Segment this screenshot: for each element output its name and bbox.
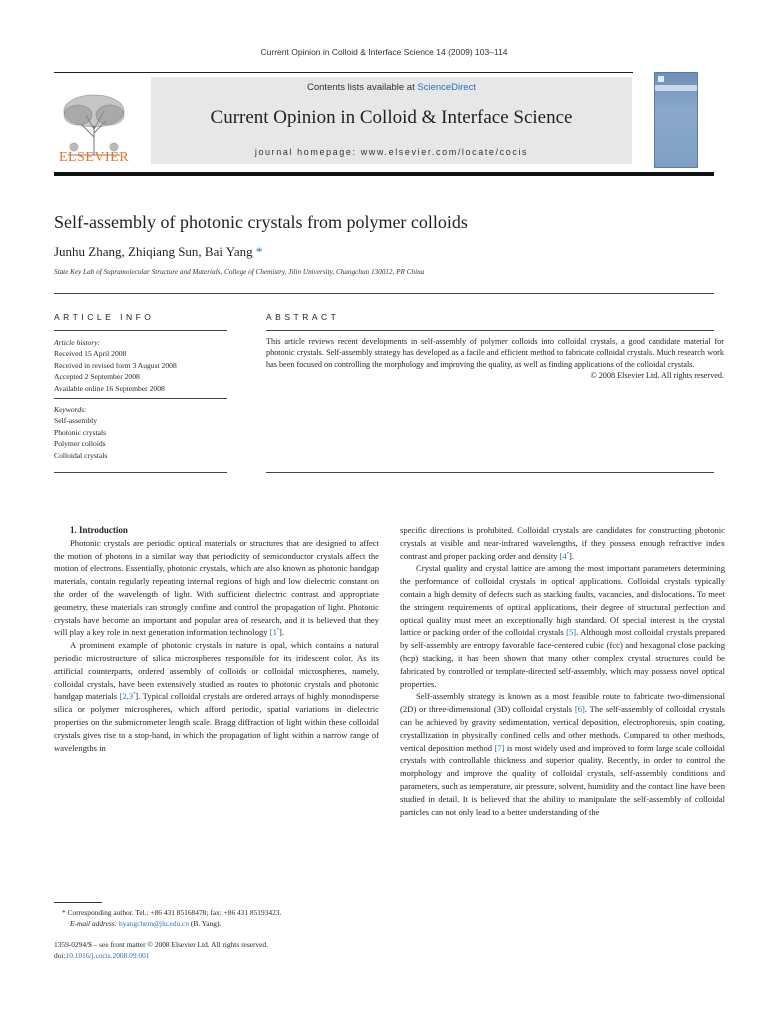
abstract-body	[266, 336, 724, 382]
paragraph: Crystal quality and crystal lattice are among the most important parameters determining the performance of colloidal crystals in optical applications. Colloidal crystals typically contain a high density of defects such as stacking faults, vacancies, and dislocations. To meet the stringent requirements of optical applications, their degree of structural perfection and optical quality must meet an exceptionally high standard. Of special interest is the crystal lattice or packing order of the colloidal crystals [5]. Although most colloidal crystals prepared by self-assembly are entropy favorable face-centered cubic (fcc) and hexagonal close packing (hcp) stacking, it has been shown that many other complex crystal structures could be fabricated by controlled or template-directed self-assembly, which may possess novel optical properties.	[400, 563, 725, 689]
author-list: Junhu Zhang, Zhiqiang Sun, Bai Yang *	[54, 244, 263, 259]
footnote-rule	[54, 902, 102, 903]
homepage-link[interactable]: www.elsevier.com/locate/cocis	[360, 147, 529, 157]
footnote	[54, 907, 384, 929]
journal-cover-thumbnail	[654, 72, 698, 168]
article-title: Self-assembly of photonic crystals from polymer colloids	[54, 212, 468, 232]
keyword-item: Self-assembly	[54, 416, 98, 426]
footnote-email: E-mail address: byangchem@jlu.edu.cn (B. Yang).	[70, 919, 222, 928]
journal-homepage: journal homepage: www.elsevier.com/locate/cocis	[254, 147, 529, 157]
history-item: Available online 16 September 2008	[54, 383, 165, 393]
article-info-rule-mid	[54, 398, 227, 399]
article-info-rule-top	[54, 330, 227, 331]
article-history: Article history: Received 15 April 2008 Received in revised form 3 August 2008 Accepted 2 September 2008 Available online 16 September 2008	[54, 337, 234, 394]
body-column-right	[400, 524, 725, 818]
section-heading: 1. Introduction	[70, 525, 128, 535]
masthead-thick-rule	[54, 172, 714, 176]
cover-emblem-icon	[658, 76, 664, 82]
reference-link[interactable]: [1•	[269, 627, 280, 638]
history-item: Accepted 2 September 2008	[54, 372, 140, 382]
body-column-left	[54, 524, 379, 754]
paragraph: specific directions is prohibited. Colloidal crystals are candidates for constructing photonic crystals at visible and near-infrared wavelengths, if they possess enough refractive index contrast and proper packing order and density [4•].	[400, 525, 725, 561]
paragraph: A prominent example of photonic crystals in nature is opal, which contains a natural periodic microstructure of silica microspheres responsible for its iridescent color. As its artificial counterparts, ordered assembly of colloids or colloidal microspheres, namely, colloidal crystals, have been extensively studied as routes to photonic crystals and photonic bandgap materials [2,3•]. Typical colloidal crystals are ordered arrays of highly monodisperse silica or polymer microspheres, which afford periodic, spatial variations in dielectric properties on the submicrometer length scale. Bragg diffraction of light within these colloidal crystals gives rise to a stop-band, in which the propagation of light within a narrow range of wavelengths in	[54, 640, 379, 753]
history-item: Received in revised form 3 August 2008	[54, 360, 177, 370]
email-link[interactable]: byangchem@jlu.edu.cn	[119, 919, 190, 928]
reference-link[interactable]: [6]	[574, 704, 585, 715]
reference-link[interactable]: [2,3•	[119, 691, 136, 702]
issn-line: 1359-0294/$ – see front matter © 2008 Elsevier Ltd. All rights reserved.	[54, 940, 268, 949]
keyword-item: Photonic crystals	[54, 427, 107, 437]
contents-available: Contents lists available at ScienceDirect	[307, 82, 476, 93]
doi-link[interactable]: 10.1016/j.cocis.2008.09.001	[65, 951, 150, 960]
title-rule	[54, 293, 714, 294]
paragraph: Self-assembly strategy is known as a most feasible route to fabricate two-dimensional (2D) or three-dimensional (3D) colloidal crystals [6]. The self-assembly of colloidal crystals can be achieved by gravity sedimentation, vertical deposition, electrophoresis, spin coating, crystallization in physically confined cells and other methods. Compared to other methods, vertical deposition method [7] is most widely used and improved to form large scale colloidal crystals with controllable thickness and superior quality. Recently, in order to control the morphology and improve the quality of colloidal crystals, self-assembly conditions and parameters, such as temperature, air pressure, solvent, humidity and the contact line have been studied in detail. It is believed that the ability to manipulate the self-assembly of colloidal particles can not only lead to a better understanding of the	[400, 691, 726, 817]
paragraph: Photonic crystals are periodic optical materials or structures that are designed to affect the motion of photons in a similar way that periodicity of semiconductor crystals affect the motion of electrons. Essentially, photonic crystals, which are also known as photonic bandgap materials, contain regularly repeating internal regions of high and low dielectric constant on the order of the wavelength of light. With sufficient dielectric contrast and appropriate geometry, these materials can strongly confine and control the propagation of light. Photonic crystals have become an important and popular area of research, and it is believed that they will play a key role in next generation information technology [1•].	[54, 537, 379, 638]
front-matter-info	[54, 939, 384, 961]
footnote-corresponding: * Corresponding author. Tel.: +86 431 85168478; fax: +86 431 85193423.	[62, 908, 282, 917]
corresponding-author-mark[interactable]: *	[255, 244, 263, 259]
reference-link[interactable]: [5]	[566, 627, 577, 638]
history-item: Received 15 April 2008	[54, 349, 127, 359]
publisher-name: ELSEVIER	[58, 150, 130, 165]
keywords-block: Keywords: Self-assembly Photonic crystals Polymer colloids Colloidal crystals	[54, 404, 234, 461]
author-affiliation: State Key Lab of Supramolecular Structure and Materials, College of Chemistry, Jilin University, Changchun 130012, PR China	[54, 268, 425, 276]
journal-title: Current Opinion in Colloid & Interface Science	[210, 107, 573, 128]
keyword-item: Polymer colloids	[54, 439, 106, 449]
reference-link[interactable]: [7]	[494, 742, 505, 753]
header-rule	[54, 72, 633, 73]
reference-link[interactable]: [4•	[559, 550, 569, 561]
cover-title-band	[655, 85, 697, 91]
abstract-copyright: © 2008 Elsevier Ltd. All rights reserved.	[590, 371, 724, 381]
abstract-heading: ABSTRACT	[266, 312, 340, 322]
doi-line: doi:10.1016/j.cocis.2008.09.001	[54, 951, 150, 960]
keyword-item: Colloidal crystals	[54, 450, 108, 460]
sciencedirect-link[interactable]: ScienceDirect	[417, 82, 476, 93]
abstract-rule-bottom	[266, 472, 714, 473]
journal-masthead	[151, 77, 632, 164]
journal-citation: Current Opinion in Colloid & Interface Science 14 (2009) 103–114	[260, 47, 508, 57]
article-info-rule-bottom	[54, 472, 227, 473]
abstract-text: This article reviews recent developments in self-assembly of polymer colloids into colloidal crystals, a good candidate material for photonic crystals. Self-assembly strategy has developed as a facile and efficient method to fabricate colloidal crystals. Much research work has been focused on controlling the morphology and improving the quality, as well as finding applications of the colloidal crystals.	[266, 337, 724, 369]
abstract-rule-top	[266, 330, 714, 331]
article-info-heading: ARTICLE INFO	[54, 312, 155, 322]
